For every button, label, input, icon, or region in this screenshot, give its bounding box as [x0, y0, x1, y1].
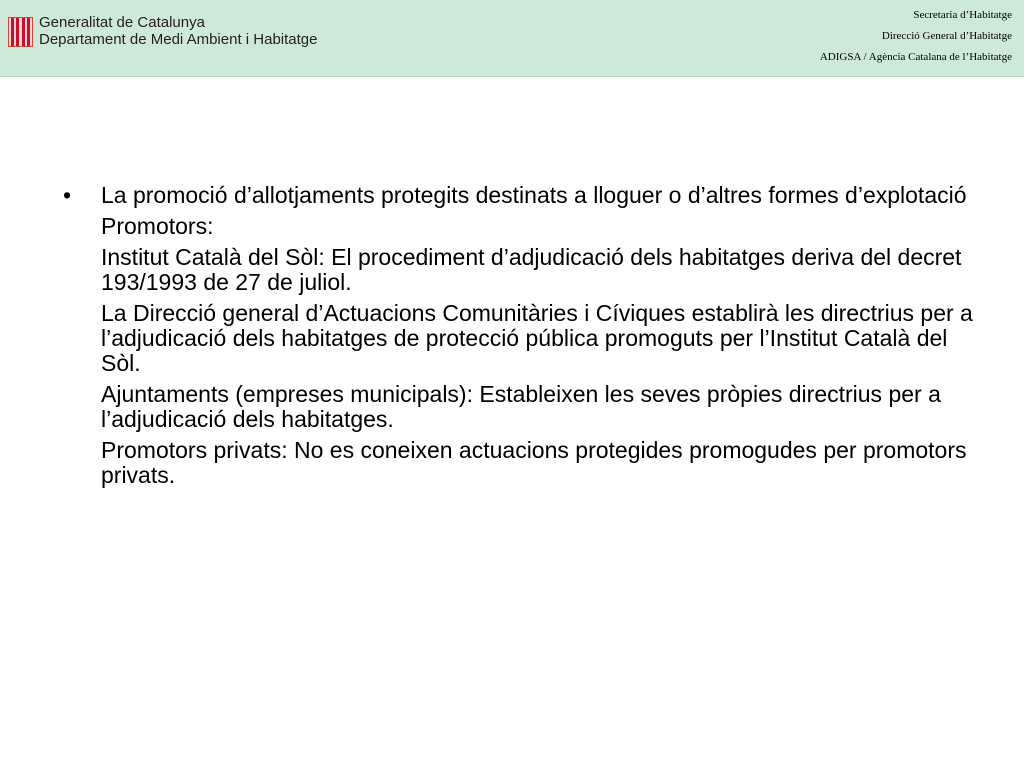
org-line-1: Generalitat de Catalunya: [39, 14, 205, 31]
agency-list: [820, 5, 1012, 68]
paragraph-institut: Institut Català del Sòl: El procediment d’adjudicació dels habitatges deriva del decret 193/1993 de 27 de juliol.: [101, 244, 962, 295]
org-line-2: Departament de Medi Ambient i Habitatge: [39, 31, 318, 48]
slide-content: [0, 183, 1024, 494]
agency-secretaria: Secretaria d’Habitatge: [913, 9, 1012, 21]
senyera-logo-icon: [8, 17, 33, 47]
header-band: [0, 0, 1024, 77]
bullet-marker: •: [63, 182, 72, 208]
agency-adigsa: ADIGSA / Agència Catalana de l’Habitatge: [819, 51, 1012, 63]
promoters-heading: Promotors:: [101, 213, 214, 239]
paragraph-ajuntaments: Ajuntaments (empreses municipals): Estableixen les seves pròpies directrius per a l’adjudicació dels habitatges.: [101, 381, 941, 432]
organization-name: [39, 14, 318, 48]
agency-direccio: Direcció General d’Habitatge: [881, 30, 1012, 42]
paragraph-direccio: La Direcció general d’Actuacions Comunitàries i Cíviques establirà les directrius per a l’adjudicació dels habitatges de protecció pública promoguts per l’Institut Català del Sòl.: [101, 300, 973, 376]
paragraph-promotors-privats: Promotors privats: No es coneixen actuacions protegides promogudes per promotors privats.: [101, 437, 967, 488]
main-bullet-text: La promoció d’allotjaments protegits destinats a lloguer o d’altres formes d’explotació: [101, 182, 967, 208]
